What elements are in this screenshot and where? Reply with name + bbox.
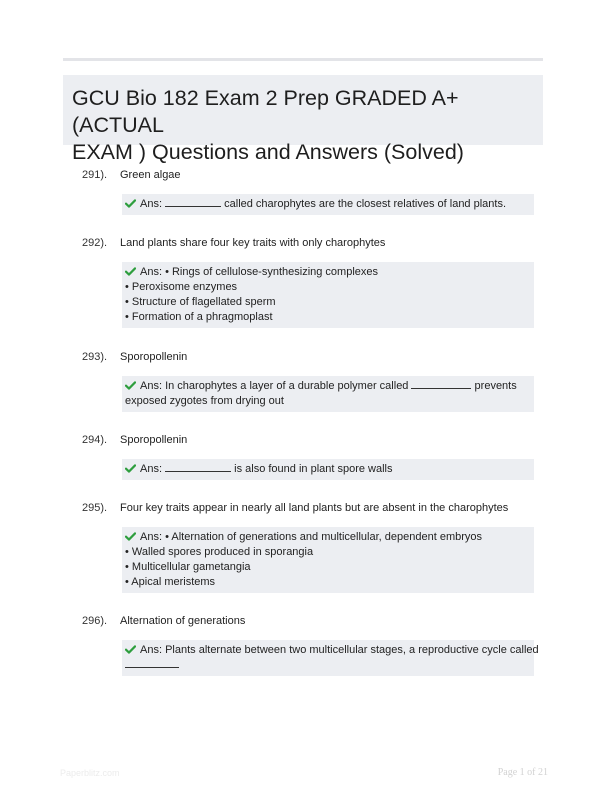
- page-number: Page 1 of 21: [497, 767, 548, 778]
- qa-item-292: [80, 237, 540, 328]
- footer-watermark: Paperblitz.com: [60, 768, 120, 778]
- question-number: 291).: [82, 169, 108, 181]
- checkmark-icon: [125, 532, 136, 541]
- answer-box: [122, 640, 539, 676]
- answer-text: Ans: In charophytes a layer of a durable polymer called: [140, 380, 412, 392]
- answer-text: • Multicellular gametangia: [125, 561, 251, 573]
- question-text: Sporopollenin: [120, 351, 188, 363]
- answer-text: Ans:: [140, 198, 166, 210]
- answer-blank: [165, 462, 231, 472]
- answer-box: [122, 376, 534, 412]
- answer-text: Ans: • Alternation of generations and multicellular, dependent embryos: [140, 531, 483, 543]
- question-text: Alternation of generations: [120, 615, 246, 627]
- answer-text: • Walled spores produced in sporangia: [125, 546, 314, 558]
- answer-text: • Structure of flagellated sperm: [125, 296, 276, 308]
- answer-text: exposed zygotes from drying out: [125, 395, 284, 407]
- question-number: 292).: [82, 237, 108, 249]
- answer-box: [122, 527, 534, 593]
- checkmark-icon: [125, 199, 136, 208]
- answer-text: • Formation of a phragmoplast: [125, 311, 273, 323]
- answer-text: Ans: • Rings of cellulose-synthesizing complexes: [140, 266, 379, 278]
- question-number: 295).: [82, 502, 108, 514]
- answer-text: is also found in plant spore walls: [231, 463, 393, 475]
- answer-box: [122, 262, 534, 328]
- question-number: 294).: [82, 434, 108, 446]
- answer-blank: [125, 658, 179, 668]
- checkmark-icon: [125, 267, 136, 276]
- title-line-2: EXAM ) Questions and Answers (Solved): [72, 140, 464, 164]
- checkmark-icon: [125, 464, 136, 473]
- question-text: Four key traits appear in nearly all land plants but are absent in the charophytes: [120, 502, 509, 514]
- question-text: Sporopollenin: [120, 434, 188, 446]
- answer-text: called charophytes are the closest relatives of land plants.: [221, 198, 507, 210]
- answer-blank: [411, 379, 471, 389]
- answer-blank: [165, 197, 221, 207]
- question-number: 296).: [82, 615, 108, 627]
- answer-text: Ans:: [140, 463, 166, 475]
- question-text: Green algae: [120, 169, 181, 181]
- qa-item-294: [80, 434, 540, 480]
- checkmark-icon: [125, 381, 136, 390]
- answer-text: • Peroxisome enzymes: [125, 281, 238, 293]
- answer-box: [122, 194, 534, 215]
- answer-text: • Apical meristems: [125, 576, 216, 588]
- title-box: [63, 75, 543, 164]
- document-title: [72, 85, 535, 166]
- qa-item-291: [80, 169, 540, 215]
- qa-item-293: [80, 351, 540, 412]
- question-number: 293).: [82, 351, 108, 363]
- qa-item-295: [80, 502, 540, 593]
- qa-item-296: [80, 615, 540, 676]
- header-divider: [63, 58, 543, 61]
- answer-text: Ans: Plants alternate between two multicellular stages, a reproductive cycle called: [140, 644, 539, 656]
- answer-box: [122, 459, 534, 480]
- checkmark-icon: [125, 645, 136, 654]
- title-line-1: GCU Bio 182 Exam 2 Prep GRADED A+ (ACTUAL: [72, 86, 459, 137]
- question-text: Land plants share four key traits with only charophytes: [120, 237, 386, 249]
- answer-text: prevents: [471, 380, 517, 392]
